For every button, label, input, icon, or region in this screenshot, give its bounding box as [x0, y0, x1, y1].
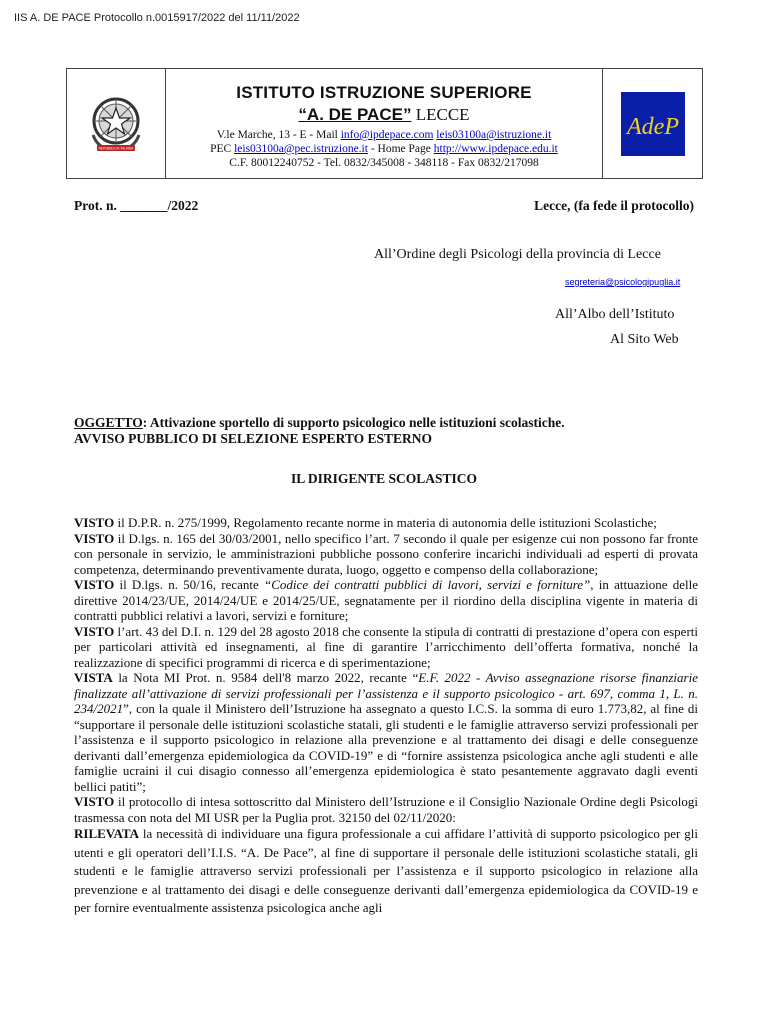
emblem-cell	[67, 69, 166, 178]
paragraph-visto-dpr	[74, 515, 698, 531]
paragraph-text: il protocollo di intesa sottoscritto dal Ministero dell’Istruzione e il Consiglio Nazionale Ordine degli Psicologi trasmessa con nota del MI USR per la Puglia prot. 32150 del 02/11/2020:	[74, 794, 698, 825]
pec-line	[166, 142, 602, 156]
paragraph-text: la Nota MI Prot. n. 9584 dell'8 marzo 2022, recante “	[112, 670, 419, 685]
paragraph-rilevata	[74, 825, 698, 918]
paragraph-italic: E.F. 2022 - Avviso assegnazione risorse finanziarie finalizzate all’attivazione di servizi professionali per l’assistenza e il supporto psicologico - art. 697, comma 1, L. n. 234/2021	[74, 670, 698, 716]
homepage-label: - Home Page	[370, 143, 431, 155]
paragraph-text: ”, con la quale il Ministero dell’Istruzione ha assegnato a questo I.C.S. la somma di euro 1.773,82, al fine di “supportare il personale delle istituzioni scolastiche statali, gli studenti e le famiglie attraverso servizi professionali per l’assistenza e il supporto psicologico in relazione alla prevenzione e al trattamento dei disagi e delle conseguenze derivanti dall’emergenza epidemiologica da COVID-19” e di “fornire assistenza psicologica anche agli studenti e alle famiglie ucraini il cui disagio connesso all’emergenza epidemiologica è stato pesantemente aggravato dagli eventi bellici patiti”;	[74, 701, 698, 794]
paragraph-visto-protocollo	[74, 794, 698, 825]
email-link-istruzione[interactable]: leis03100a@istruzione.it	[436, 129, 552, 141]
paragraph-visto-dlgs-50	[74, 577, 698, 624]
paragraph-text: l’art. 43 del D.I. n. 129 del 28 agosto 2018 che consente la stipula di contratti di prestazione d’opera con esperti per particolari attività ed insegnamenti, al fine di garantire l’arricchimento dell’offerta formativa, nonché la realizzazione di specifici programmi di ricerca e di sperimentazione;	[74, 623, 698, 670]
emblem-ribbon: REPUBBLICA ITALIANA	[98, 146, 134, 150]
keyword: VISTO	[74, 794, 115, 809]
school-subtitle	[166, 105, 602, 125]
address-text: V.le Marche, 13 - E - Mail	[216, 129, 338, 141]
subject-label: OGGETTO	[74, 415, 143, 430]
address-line	[166, 128, 602, 142]
subject-text: : Attivazione sportello di supporto psicologico nelle istituzioni scolastiche.	[142, 415, 565, 430]
subject-block	[74, 415, 694, 447]
recipient-albo: All’Albo dell’Istituto	[555, 307, 675, 322]
keyword: VISTO	[74, 623, 115, 639]
subject-line	[74, 415, 694, 431]
logo-text: AdeP	[626, 113, 679, 140]
paragraph-vista-nota-mi	[74, 670, 698, 794]
italian-republic-emblem-icon	[83, 91, 149, 157]
keyword: VISTO	[74, 577, 115, 592]
school-logo-icon	[621, 92, 685, 156]
email-link-info[interactable]: info@ipdepace.com	[340, 129, 434, 141]
school-city: LECCE	[415, 105, 470, 124]
keyword: VISTO	[74, 515, 115, 530]
school-quoted-name: “A. DE PACE”	[298, 105, 412, 124]
letterhead	[66, 68, 703, 179]
recipient-sito-web: Al Sito Web	[610, 332, 679, 347]
paragraph-text: il D.lgs. n. 165 del 30/03/2001, nello specifico l’art. 7 secondo il quale per esigenze cui non possono far fronte con personale in servizio, le amministrazioni pubbliche possono conferire incarichi individuali ad esperti di provata competenza, determinando preventivamente durata, luogo, oggetto e compenso della collaborazione;	[74, 530, 698, 577]
keyword: VISTO	[74, 530, 115, 546]
recipient-ordine-psicologi: All’Ordine degli Psicologi della provincia di Lecce	[374, 247, 661, 262]
school-name: ISTITUTO ISTRUZIONE SUPERIORE	[236, 83, 532, 102]
keyword: VISTA	[74, 670, 113, 685]
document-body	[74, 515, 698, 918]
paragraph-text: , in attuazione delle direttive 2014/23/UE, 2014/24/UE e 2014/25/UE, segnatamente per il riordino della disciplina vigente in materia di contratti pubblici relativi a lavori, servizi e forniture;	[74, 577, 699, 623]
school-title-cell	[166, 69, 602, 178]
paragraph-visto-dlgs-165	[74, 531, 698, 578]
pec-label: PEC	[210, 143, 232, 155]
pec-email-link[interactable]: leis03100a@pec.istruzione.it	[234, 143, 368, 155]
paragraph-visto-di-129	[74, 624, 698, 671]
keyword: RILEVATA	[74, 826, 140, 841]
protocol-stamp: IIS A. DE PACE Protocollo n.0015917/2022 del 11/11/2022	[14, 12, 300, 24]
prot-number: Prot. n. _______/2022	[74, 198, 199, 213]
recipient-email-link[interactable]: segreteria@psicologipuglia.it	[565, 277, 681, 287]
prot-place-date: Lecce, (fa fede il protocollo)	[534, 198, 694, 213]
homepage-link[interactable]: http://www.ipdepace.edu.it	[433, 143, 558, 155]
paragraph-text: il D.P.R. n. 275/1999, Regolamento recante norme in materia di autonomia delle istituzioni Scolastiche;	[114, 515, 657, 530]
fiscal-line: C.F. 80012240752 - Tel. 0832/345008 - 348118 - Fax 0832/217098	[229, 157, 539, 169]
logo-cell	[602, 69, 702, 178]
subject-line-2: AVVISO PUBBLICO DI SELEZIONE ESPERTO ESTERNO	[74, 431, 433, 446]
paragraph-italic: “Codice dei contratti pubblici di lavori, servizi e forniture”	[264, 577, 591, 592]
paragraph-text: il D.lgs. n. 50/16, recante	[114, 577, 265, 592]
dirigente-heading: IL DIRIGENTE SCOLASTICO	[290, 471, 478, 486]
protocol-row	[74, 198, 694, 214]
paragraph-text: la necessità di individuare una figura professionale a cui affidare l’attività di supporto psicologico per gli utenti e gli operatori dell’I.I.S. “A. De Pace”, al fine di supportare il personale delle istituzioni scolastiche statali, gli studenti e le famiglie attraverso servizi professionali per l’assistenza e il supporto psicologico in relazione alla prevenzione e al trattamento dei disagi e delle conseguenze derivanti dall’emergenza epidemiologica da COVID-19 e per fornire eventualmente assistenza psicologica anche agli	[74, 826, 698, 915]
